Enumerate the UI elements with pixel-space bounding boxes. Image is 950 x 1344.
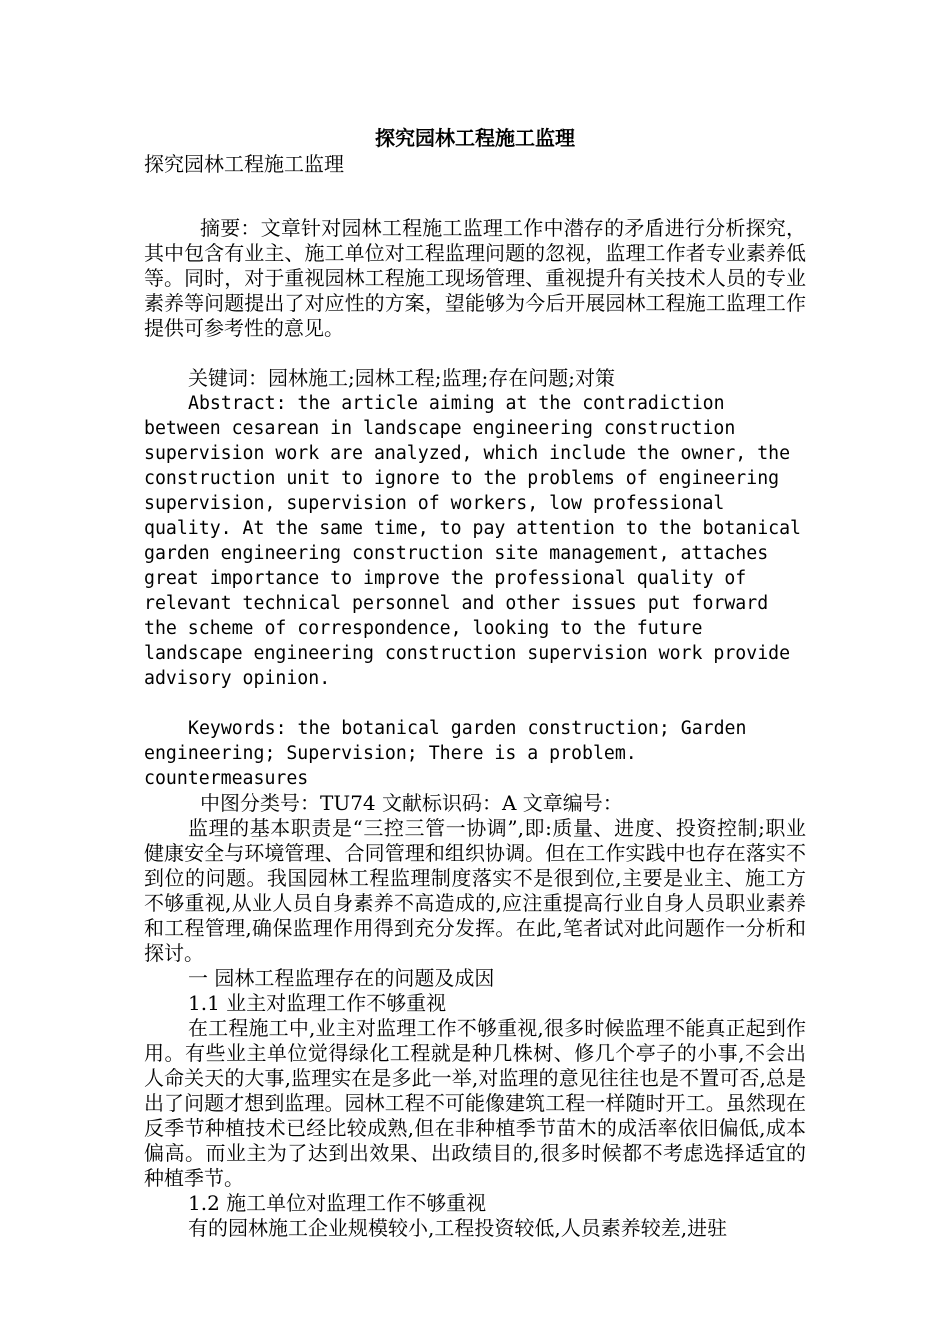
abstract-cn: 摘要：文章针对园林工程施工监理工作中潜存的矛盾进行分析探究，其中包含有业主、施工单位对工程监理问题的忽视，监理工作者专业素养低等。同时，对于重视园林工程施工现场管理、重视提升有关技术人员的专业素养等问题提出了对应性的方案，望能够为今后开展园林工程施工监理工作提供可参考性的意见。 xyxy=(144,216,806,340)
section-1-2-heading: 1.2 施工单位对监理工作不够重视 xyxy=(188,1191,487,1215)
keywords-en: Keywords: the botanical garden construction; Garden engineering; Supervision; There is a problem. countermeasures xyxy=(144,718,758,789)
section-1-heading: 一 园林工程监理存在的问题及成因 xyxy=(188,966,495,990)
section-1-2-paragraph: 有的园林施工企业规模较小,工程投资较低,人员素养较差,进驻 xyxy=(188,1216,728,1240)
section-1-1-heading: 1.1 业主对监理工作不够重视 xyxy=(188,991,447,1015)
section-1-1-paragraph: 在工程施工中,业主对监理工作不够重视,很多时候监理不能真正起到作用。有些业主单位觉得绿化工程就是种几株树、修几个亭子的小事,不会出人命关天的大事,监理实在是多此一举,对监理的意见往往也是不置可否,总是出了问题才想到监理。园林工程不可能像建筑工程一样随时开工。虽然现在反季节种植技术已经比较成熟,但在非种植季节苗木的成活率依旧偏低,成本偏高。而业主为了达到出效果、出政绩目的,很多时候都不考虑选择适宜的种植季节。 xyxy=(144,1016,806,1190)
abstract-en: Abstract: the article aiming at the contradiction between cesarean in landscape engineering construction supervision work are analyzed, which include the owner, the construction unit to ignore to the problems of engineering supervision, supervision of workers, low professional quality. At the same time, to pay attention to the botanical garden engineering construction site management, attaches great importance to improve the professional quality of relevant technical personnel and other issues put forward the scheme of correspondence, looking to the future landscape engineering construction supervision work provide advisory opinion. xyxy=(144,393,812,689)
document-page xyxy=(144,124,812,1241)
keywords-cn: 关键词：园林施工;园林工程;监理;存在问题;对策 xyxy=(188,366,615,390)
document-title: 探究园林工程施工监理 xyxy=(375,126,575,150)
spacer xyxy=(144,177,806,202)
spacer xyxy=(144,691,806,716)
intro-paragraph: 监理的基本职责是“三控三管一协调”,即:质量、进度、投资控制;职业健康安全与环境管理、合同管理和组织协调。但在工作实践中也存在落实不到位的问题。我国园林工程监理制度落实不是很到位,主要是业主、施工方不够重视,从业人员自身素养不高造成的,应注重提高行业自身人员职业素养和工程管理,确保监理作用得到充分发挥。在此,笔者试对此问题作一分析和探讨。 xyxy=(144,816,806,965)
document-subtitle: 探究园林工程施工监理 xyxy=(144,152,344,176)
spacer xyxy=(144,341,806,366)
classification-line: 中图分类号：TU74 文献标识码：A 文章编号： xyxy=(200,791,623,815)
